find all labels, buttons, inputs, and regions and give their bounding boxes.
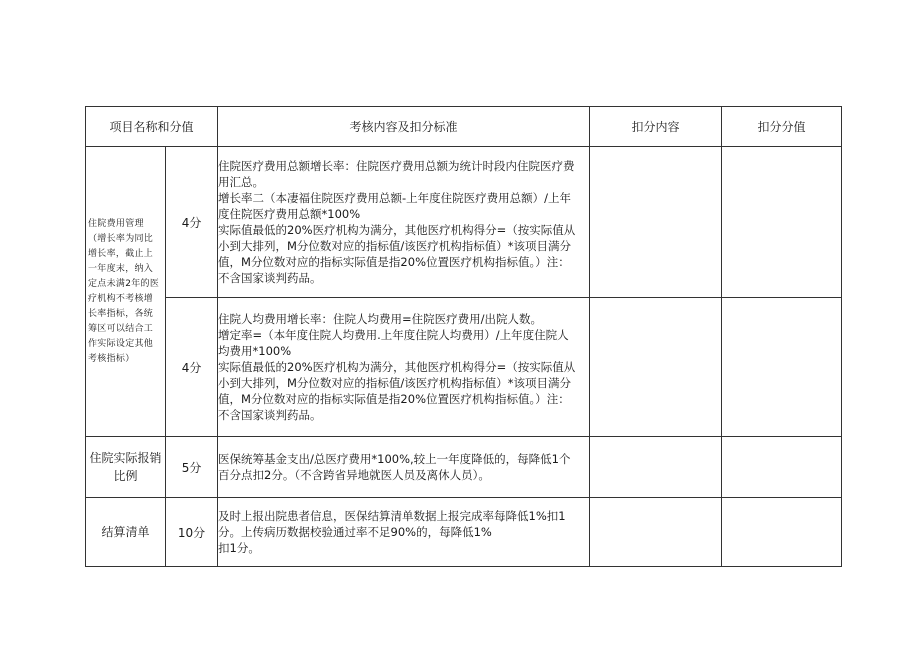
criteria-line: 住院医疗费用总额增长率：住院医疗费用总额为统计时段内住院医疗费 — [218, 159, 575, 173]
criteria-line: 增长率二（本凄福住院医疗费用总额-上年度住院医疗费用总额）/上年 — [218, 191, 572, 205]
table-row — [86, 147, 842, 298]
criteria-line: 用汇总。 — [218, 175, 265, 189]
deduction-score-cell[interactable] — [722, 147, 842, 298]
criteria-line: 值，M分位数对应的指标实际值是指20%位置医疗机构指标值。）注： — [218, 255, 570, 269]
table-row — [86, 498, 842, 567]
item-score-cell: 10分 — [166, 498, 218, 567]
item-score-cell: 4分 — [166, 147, 218, 298]
assessment-table — [85, 106, 842, 567]
criteria-line: 及时上报出院患者信息，医保结算清单数据上报完成率每降低1%扣1 — [218, 509, 566, 523]
criteria-line: 度住院医疗费用总额*100% — [218, 207, 361, 221]
criteria-cell — [218, 298, 590, 437]
criteria-line: 均费用*100% — [218, 344, 292, 358]
header-deduction-content: 扣分内容 — [590, 107, 722, 147]
criteria-line: 扣1分。 — [218, 541, 260, 555]
criteria-line: 实际值最低的20%医疗机构为满分，其他医疗机构得分=（按实际值从 — [218, 360, 576, 374]
deduction-content-cell[interactable] — [590, 298, 722, 437]
header-criteria: 考核内容及扣分标准 — [218, 107, 590, 147]
criteria-line: 值，M分位数对应的指标实际值是指20%位置医疗机构指标值。）注： — [218, 392, 570, 406]
deduction-content-cell[interactable] — [590, 147, 722, 298]
criteria-line: 小到大排列，M分位数对应的指标值/该医疗机构指标值）*该项目满分 — [218, 239, 572, 253]
criteria-line: 分。上传病历数据校验通过率不足90%的，每降低1% — [218, 525, 492, 539]
table-row — [86, 437, 842, 498]
criteria-line: 百分点扣2分。（不含跨省异地就医人员及离休人员）。 — [218, 468, 490, 482]
deduction-score-cell[interactable] — [722, 298, 842, 437]
item-score-cell: 5分 — [166, 437, 218, 498]
criteria-cell — [218, 498, 590, 567]
header-deduction-score: 扣分分值 — [722, 107, 842, 147]
criteria-cell — [218, 437, 590, 498]
criteria-line: 小到大排列，M分位数对应的指标值/该医疗机构指标值）*该项目满分 — [218, 376, 572, 390]
item-score-cell: 4分 — [166, 298, 218, 437]
criteria-cell — [218, 147, 590, 298]
criteria-line: 住院人均费用增长率：住院人均费用=住院医疗费用/出院人数。 — [218, 312, 543, 326]
criteria-line: 实际值最低的20%医疗机构为满分，其他医疗机构得分=（按实际值从 — [218, 223, 576, 237]
criteria-line: 不含国家谈判药品。 — [218, 408, 322, 422]
item-name-cell: 住院实际报销比例 — [86, 437, 166, 498]
table-row — [86, 298, 842, 437]
criteria-line: 增定率=（本年度住院人均费用.上年度住院人均费用）/上年度住院人 — [218, 328, 569, 342]
criteria-line: 不含国家谈判药品。 — [218, 271, 322, 285]
deduction-content-cell[interactable] — [590, 437, 722, 498]
header-name-score: 项目名称和分值 — [86, 107, 218, 147]
criteria-line: 医保统筹基金支出/总医疗费用*100%,较上一年度降低的，每降低1个 — [218, 452, 571, 466]
item-name-cell: 结算清单 — [86, 498, 166, 567]
deduction-score-cell[interactable] — [722, 498, 842, 567]
header-row — [86, 107, 842, 147]
deduction-score-cell[interactable] — [722, 437, 842, 498]
item-name-cell: 住院费用管理（增长率为同比增长率，截止上一年度末，纳入定点未满2年的医疗机构不考核增长率指标，各统筹区可以结合工作实际设定其他考核指标） — [86, 147, 166, 437]
deduction-content-cell[interactable] — [590, 498, 722, 567]
